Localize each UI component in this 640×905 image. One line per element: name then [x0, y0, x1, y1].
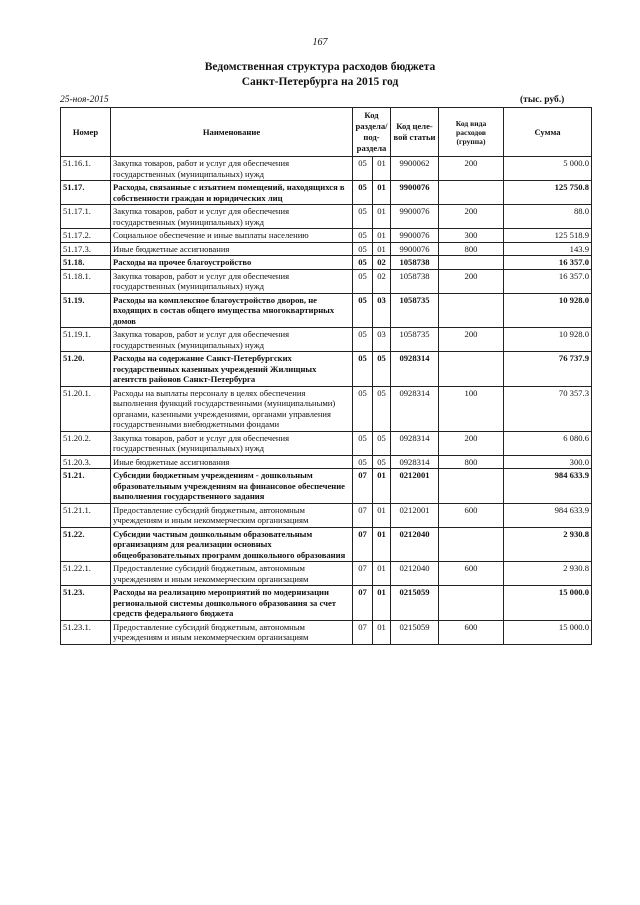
row-razdel: 05 — [353, 431, 373, 455]
document-date: 25-ноя-2015 — [60, 95, 109, 105]
row-number: 51.20.2. — [61, 431, 111, 455]
table-row — [61, 503, 592, 527]
row-article: 9900076 — [391, 181, 439, 205]
page-number: 167 — [312, 37, 328, 48]
row-name: Предоставление субсидий бюджетным, автономным учреждениям и иным некоммерческим организациям — [111, 620, 353, 644]
row-podrazdel: 05 — [373, 352, 391, 387]
header-section: Код раздела/ под- раздела — [353, 108, 391, 157]
row-article: 0928314 — [391, 455, 439, 469]
row-expense-type: 800 — [439, 242, 504, 256]
row-expense-type: 600 — [439, 620, 504, 644]
row-number: 51.17.3. — [61, 242, 111, 256]
header-expense-type: Код вида расходов (группа) — [439, 108, 504, 157]
row-expense-type: 600 — [439, 562, 504, 586]
row-razdel: 07 — [353, 527, 373, 562]
row-razdel: 05 — [353, 242, 373, 256]
row-article: 0928314 — [391, 431, 439, 455]
table-row — [61, 293, 592, 328]
row-number: 51.16.1. — [61, 157, 111, 181]
row-name: Расходы на реализацию мероприятий по модернизации региональной системы дошкольного образования за счет средств федерального бюджета — [111, 586, 353, 621]
row-sum: 300.0 — [504, 455, 592, 469]
row-sum: 984 633.9 — [504, 503, 592, 527]
row-number: 51.17. — [61, 181, 111, 205]
row-sum: 10 928.0 — [504, 293, 592, 328]
table-row — [61, 620, 592, 644]
row-name: Закупка товаров, работ и услуг для обеспечения государственных (муниципальных) нужд — [111, 431, 353, 455]
row-number: 51.19. — [61, 293, 111, 328]
row-razdel: 07 — [353, 620, 373, 644]
row-razdel: 05 — [353, 352, 373, 387]
row-expense-type — [439, 527, 504, 562]
row-article: 0212001 — [391, 469, 439, 504]
row-article: 1058735 — [391, 328, 439, 352]
row-number: 51.20.1. — [61, 386, 111, 431]
row-number: 51.20.3. — [61, 455, 111, 469]
row-article: 0215059 — [391, 586, 439, 621]
row-podrazdel: 01 — [373, 586, 391, 621]
row-number: 51.18.1. — [61, 269, 111, 293]
row-number: 51.17.2. — [61, 229, 111, 243]
row-sum: 76 737.9 — [504, 352, 592, 387]
row-expense-type — [439, 256, 504, 270]
row-razdel: 05 — [353, 293, 373, 328]
row-razdel: 07 — [353, 503, 373, 527]
header-number: Номер — [61, 108, 111, 157]
row-name: Расходы на выплаты персоналу в целях обеспечения выполнения функций государственными (муниципальными) органами, казенными учреждениями, органами управления государственными внебюджетными фондами — [111, 386, 353, 431]
row-podrazdel: 03 — [373, 328, 391, 352]
row-number: 51.21.1. — [61, 503, 111, 527]
row-sum: 125 518.9 — [504, 229, 592, 243]
row-name: Социальное обеспечение и иные выплаты населению — [111, 229, 353, 243]
row-podrazdel: 05 — [373, 386, 391, 431]
table-row — [61, 431, 592, 455]
row-sum: 70 357.3 — [504, 386, 592, 431]
row-podrazdel: 01 — [373, 229, 391, 243]
document-title — [0, 60, 640, 90]
row-name: Расходы на содержание Санкт-Петербургских государственных казенных учреждений Жилищных агентств районов Санкт-Петербурга — [111, 352, 353, 387]
table-row — [61, 269, 592, 293]
row-name: Расходы, связанные с изъятием помещений, находящихся в собственности граждан и юридических лиц — [111, 181, 353, 205]
row-name: Предоставление субсидий бюджетным, автономным учреждениям и иным некоммерческим организациям — [111, 503, 353, 527]
row-expense-type: 200 — [439, 431, 504, 455]
row-sum: 125 750.8 — [504, 181, 592, 205]
row-razdel: 05 — [353, 328, 373, 352]
row-expense-type — [439, 469, 504, 504]
table-row — [61, 352, 592, 387]
header-sum: Сумма — [504, 108, 592, 157]
table-row — [61, 328, 592, 352]
row-expense-type: 300 — [439, 229, 504, 243]
row-expense-type: 200 — [439, 205, 504, 229]
row-podrazdel: 01 — [373, 562, 391, 586]
row-expense-type — [439, 293, 504, 328]
row-article: 9900076 — [391, 205, 439, 229]
table-row — [61, 157, 592, 181]
row-sum: 984 633.9 — [504, 469, 592, 504]
row-razdel: 05 — [353, 229, 373, 243]
row-article: 9900076 — [391, 242, 439, 256]
table-row — [61, 386, 592, 431]
row-name: Иные бюджетные ассигнования — [111, 242, 353, 256]
row-name: Закупка товаров, работ и услуг для обеспечения государственных (муниципальных) нужд — [111, 328, 353, 352]
row-article: 0212040 — [391, 527, 439, 562]
title-line-2: Санкт-Петербурга на 2015 год — [241, 76, 399, 88]
row-number: 51.23. — [61, 586, 111, 621]
row-expense-type — [439, 181, 504, 205]
row-name: Закупка товаров, работ и услуг для обеспечения государственных (муниципальных) нужд — [111, 205, 353, 229]
row-number: 51.23.1. — [61, 620, 111, 644]
row-name: Закупка товаров, работ и услуг для обеспечения государственных (муниципальных) нужд — [111, 269, 353, 293]
row-razdel: 05 — [353, 157, 373, 181]
row-expense-type: 200 — [439, 157, 504, 181]
row-razdel: 07 — [353, 562, 373, 586]
row-expense-type — [439, 586, 504, 621]
row-podrazdel: 02 — [373, 256, 391, 270]
row-expense-type: 200 — [439, 269, 504, 293]
row-sum: 15 000.0 — [504, 586, 592, 621]
budget-table — [60, 107, 592, 645]
row-expense-type: 800 — [439, 455, 504, 469]
row-expense-type: 200 — [439, 328, 504, 352]
row-razdel: 07 — [353, 469, 373, 504]
row-sum: 2 930.8 — [504, 562, 592, 586]
row-expense-type — [439, 352, 504, 387]
table-row — [61, 229, 592, 243]
units-label: (тыс. руб.) — [520, 95, 565, 105]
row-name: Расходы на комплексное благоустройство дворов, не входящих в состав общего имущества многоквартирных домов — [111, 293, 353, 328]
row-sum: 88.0 — [504, 205, 592, 229]
row-name: Иные бюджетные ассигнования — [111, 455, 353, 469]
row-name: Субсидии частным дошкольным образовательным организациям для реализации основных общеобразовательных программ дошкольного образования — [111, 527, 353, 562]
row-podrazdel: 05 — [373, 431, 391, 455]
row-article: 1058738 — [391, 256, 439, 270]
row-article: 0928314 — [391, 386, 439, 431]
row-razdel: 05 — [353, 181, 373, 205]
row-number: 51.18. — [61, 256, 111, 270]
row-sum: 2 930.8 — [504, 527, 592, 562]
row-razdel: 05 — [353, 256, 373, 270]
row-podrazdel: 01 — [373, 469, 391, 504]
header-name: Наименование — [111, 108, 353, 157]
row-expense-type: 100 — [439, 386, 504, 431]
table-row — [61, 455, 592, 469]
row-number: 51.19.1. — [61, 328, 111, 352]
row-sum: 5 000.0 — [504, 157, 592, 181]
row-podrazdel: 05 — [373, 455, 391, 469]
row-name: Предоставление субсидий бюджетным, автономным учреждениям и иным некоммерческим организациям — [111, 562, 353, 586]
row-number: 51.17.1. — [61, 205, 111, 229]
row-sum: 16 357.0 — [504, 256, 592, 270]
row-article: 0212001 — [391, 503, 439, 527]
row-article: 9900076 — [391, 229, 439, 243]
table-row — [61, 256, 592, 270]
row-article: 1058738 — [391, 269, 439, 293]
row-expense-type: 600 — [439, 503, 504, 527]
row-name: Расходы на прочее благоустройство — [111, 256, 353, 270]
row-razdel: 05 — [353, 455, 373, 469]
row-sum: 6 080.6 — [504, 431, 592, 455]
row-article: 0928314 — [391, 352, 439, 387]
table-row — [61, 242, 592, 256]
row-article: 9900062 — [391, 157, 439, 181]
row-number: 51.20. — [61, 352, 111, 387]
row-podrazdel: 03 — [373, 293, 391, 328]
table-header-row — [61, 108, 592, 157]
row-number: 51.21. — [61, 469, 111, 504]
row-article: 0215059 — [391, 620, 439, 644]
title-line-1: Ведомственная структура расходов бюджета — [204, 61, 436, 73]
row-name: Субсидии бюджетным учреждениям - дошкольным образовательным учреждениям на финансовое обеспечение выполнения государственного задания — [111, 469, 353, 504]
table-row — [61, 562, 592, 586]
header-article: Код целе- вой статьи — [391, 108, 439, 157]
table-row — [61, 586, 592, 621]
row-podrazdel: 01 — [373, 527, 391, 562]
row-podrazdel: 01 — [373, 620, 391, 644]
table-row — [61, 469, 592, 504]
row-sum: 143.9 — [504, 242, 592, 256]
row-sum: 16 357.0 — [504, 269, 592, 293]
row-razdel: 05 — [353, 205, 373, 229]
row-article: 0212040 — [391, 562, 439, 586]
row-name: Закупка товаров, работ и услуг для обеспечения государственных (муниципальных) нужд — [111, 157, 353, 181]
row-podrazdel: 02 — [373, 269, 391, 293]
row-article: 1058735 — [391, 293, 439, 328]
row-razdel: 05 — [353, 386, 373, 431]
row-podrazdel: 01 — [373, 205, 391, 229]
table-row — [61, 181, 592, 205]
row-podrazdel: 01 — [373, 157, 391, 181]
row-razdel: 07 — [353, 586, 373, 621]
row-number: 51.22.1. — [61, 562, 111, 586]
row-podrazdel: 01 — [373, 503, 391, 527]
row-sum: 15 000.0 — [504, 620, 592, 644]
row-podrazdel: 01 — [373, 242, 391, 256]
table-row — [61, 527, 592, 562]
row-number: 51.22. — [61, 527, 111, 562]
row-razdel: 05 — [353, 269, 373, 293]
row-sum: 10 928.0 — [504, 328, 592, 352]
row-podrazdel: 01 — [373, 181, 391, 205]
table-row — [61, 205, 592, 229]
